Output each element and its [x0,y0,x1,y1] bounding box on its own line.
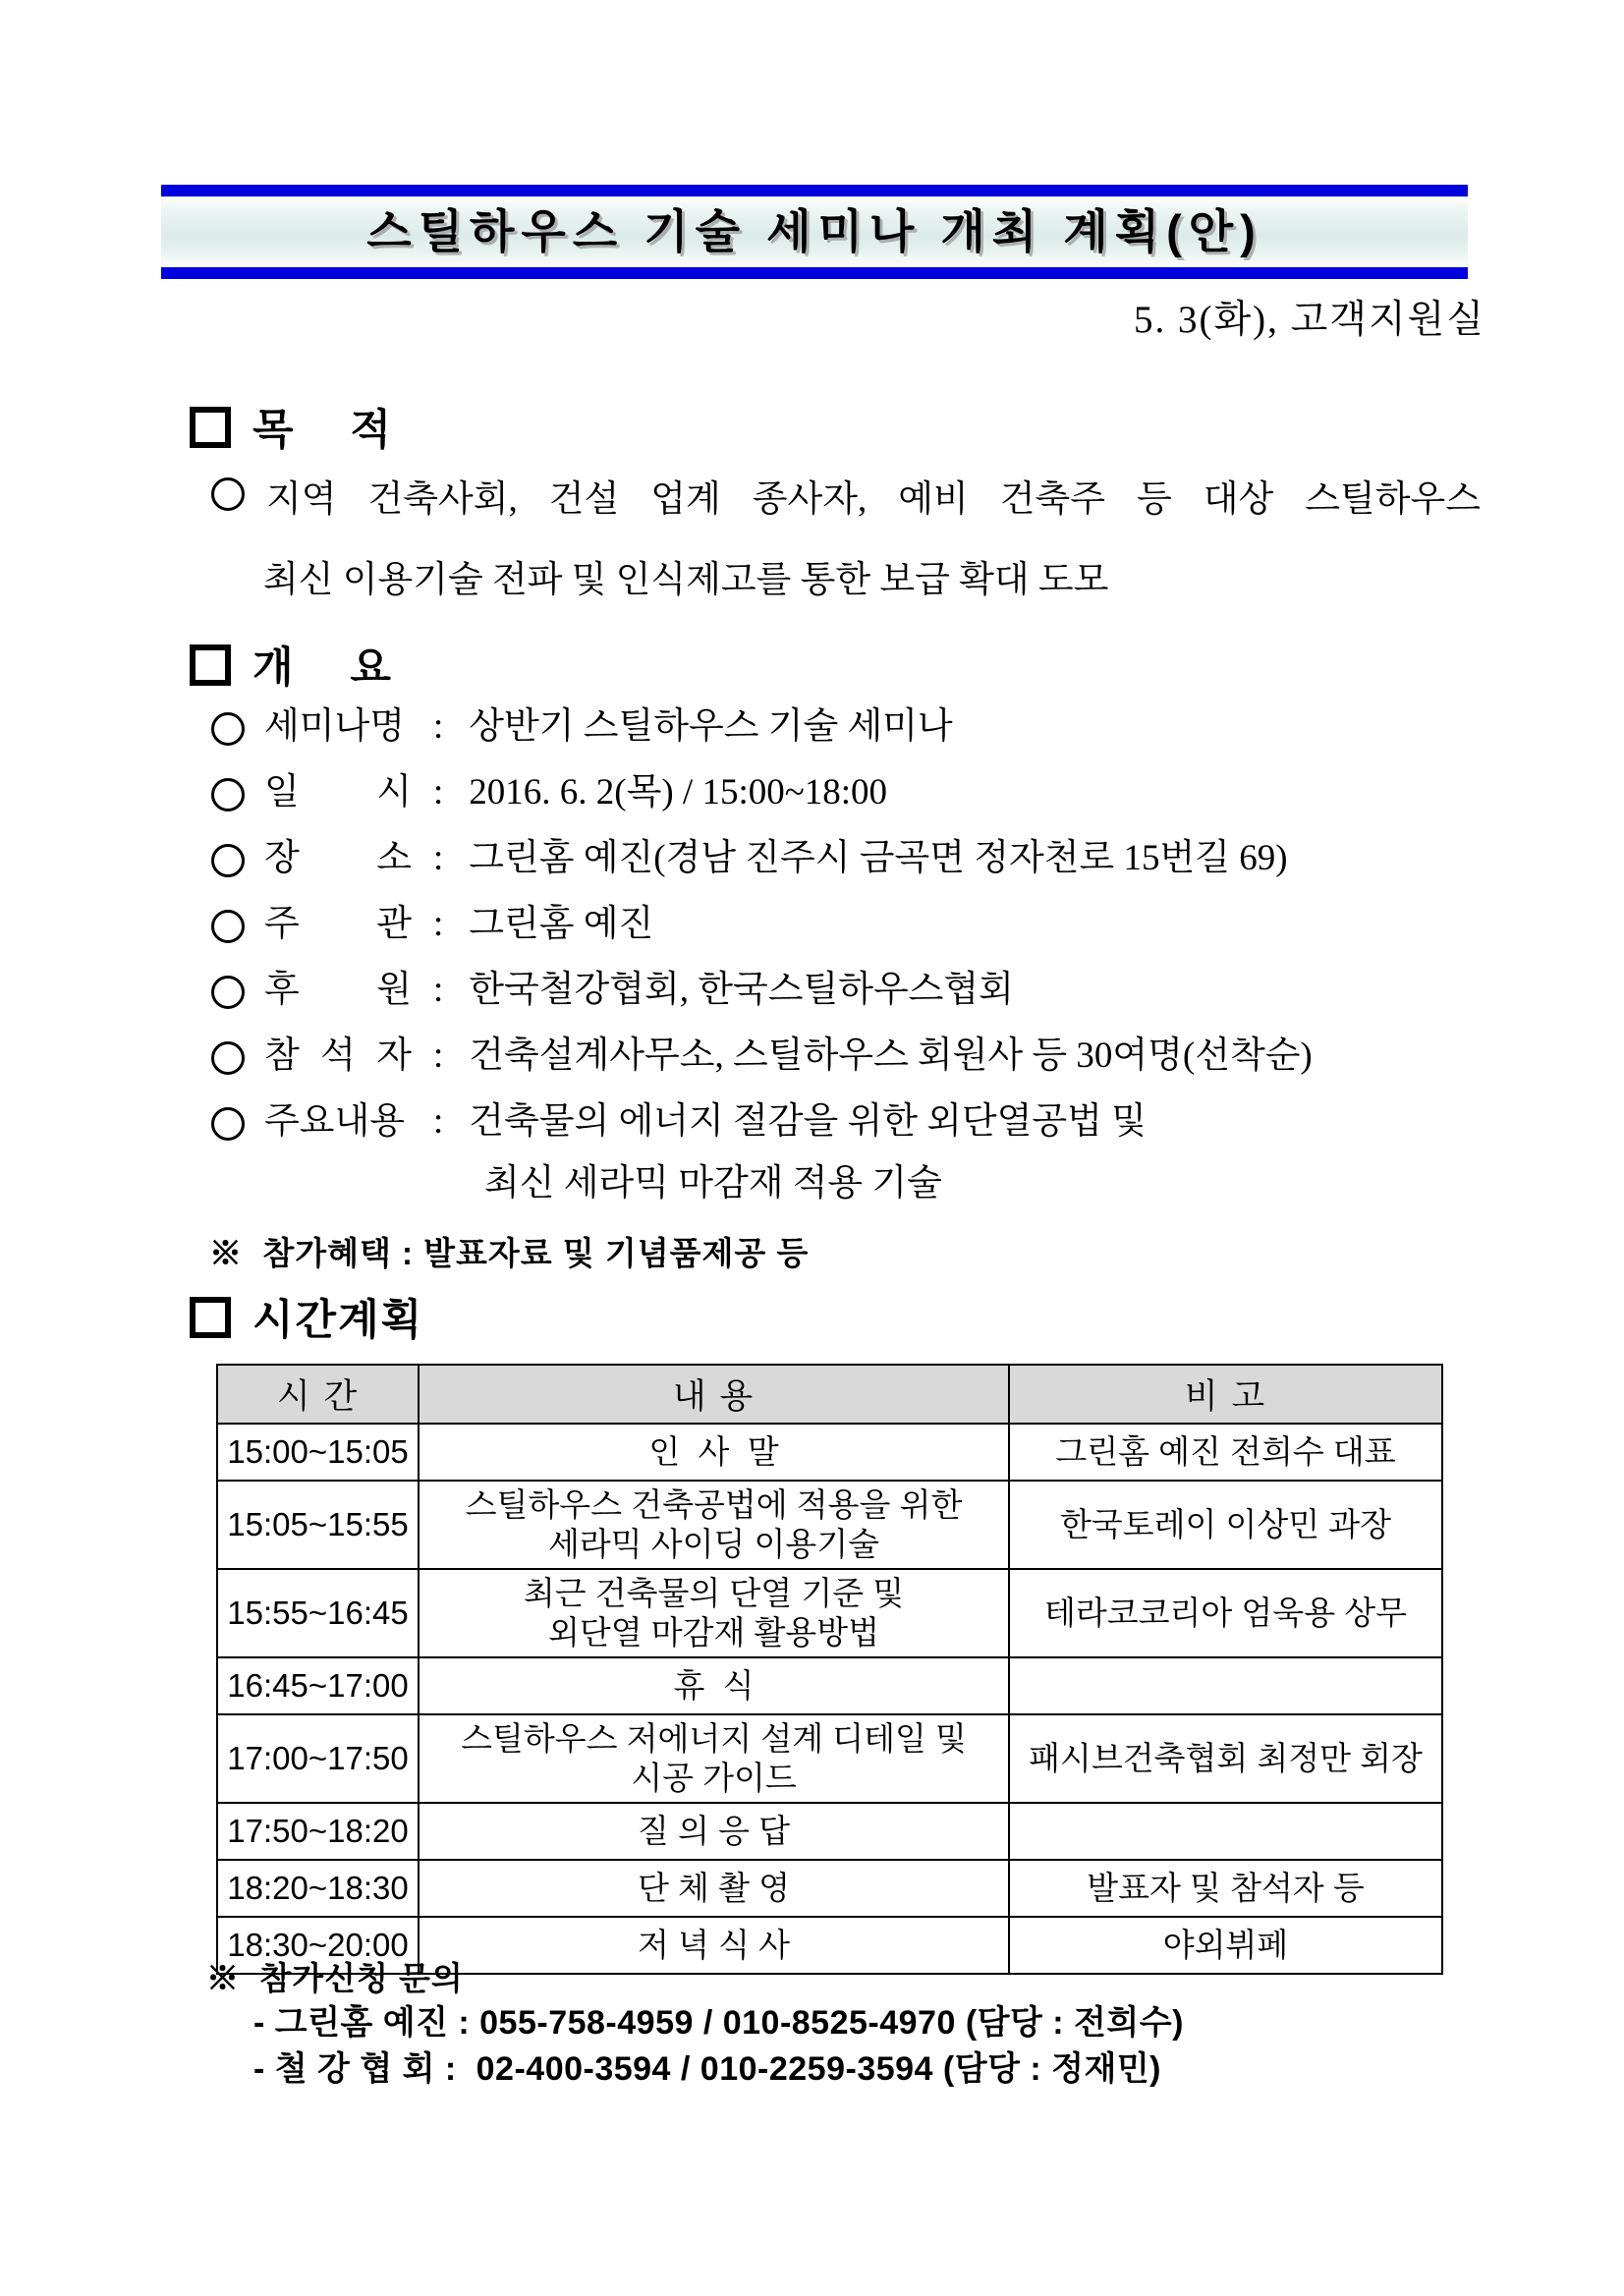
square-bullet-icon [190,407,231,448]
schedule-row [217,1657,1442,1714]
contact-line-greenhome: - 그린홈 예진 : 055-758-4959 / 010-8525-4970 (담당 : 전희수) [253,2004,1184,2042]
overview-item-label: 일 시 [264,772,412,812]
overview-item-seminar-name [211,703,1313,751]
label-colon: : [433,1036,444,1076]
schedule-content-line: 저 녁 식 사 [637,1927,791,1963]
label-colon: : [433,904,444,944]
schedule-content-line: 스틸하우스 건축공법에 적용을 위한 [465,1486,963,1523]
schedule-time-cell: 16:45~17:00 [217,1657,419,1714]
schedule-remark-cell: 패시브건축협회 최정만 회장 [1009,1714,1442,1803]
circle-bullet-icon [211,477,245,511]
document-title: 스틸하우스 기술 세미나 개최 계획(안) [366,205,1262,257]
overview-item-label: 세미나명 [264,706,405,747]
schedule-time-cell: 15:55~16:45 [217,1569,419,1657]
circle-bullet-icon [211,1041,245,1075]
schedule-row [217,1714,1442,1803]
schedule-content-line: 시공 가이드 [631,1760,797,1796]
label-colon: : [433,706,444,747]
overview-item-organizer [211,901,1313,948]
schedule-header-row [217,1365,1442,1424]
schedule-content-cell [419,1714,1009,1803]
section-heading-schedule [190,1287,423,1347]
overview-item-label: 주 관 [264,904,412,944]
schedule-remark-cell [1009,1657,1442,1714]
circle-bullet-icon [211,1107,245,1141]
schedule-content-cell [419,1424,1009,1481]
schedule-header-remark: 비 고 [1009,1365,1442,1424]
square-bullet-icon [190,644,231,686]
section-heading-purpose-label: 목 적 [252,407,393,454]
schedule-content-line: 단 체 촬 영 [637,1870,791,1906]
schedule-content-cell [419,1860,1009,1917]
schedule-remark-cell: 그린홈 예진 전희수 대표 [1009,1424,1442,1481]
schedule-content-line: 휴 식 [673,1667,755,1704]
schedule-remark-cell: 테라코코리아 엄욱용 상무 [1009,1569,1442,1657]
date-department-line: 5. 3(화), 고객지원실 [1133,299,1485,341]
overview-list [211,703,1313,1226]
schedule-header-time: 시 간 [217,1365,419,1424]
schedule-content-cell [419,1917,1009,1974]
schedule-header-content: 내 용 [419,1365,1009,1424]
schedule-content-line: 인 사 말 [648,1433,779,1470]
overview-item-value: 한국철강협회, 한국스틸하우스협회 [469,970,1014,1010]
overview-item-datetime [211,769,1313,816]
schedule-content-line: 최근 건축물의 단열 기준 및 [523,1575,905,1611]
overview-item-value: 건축물의 에너지 절감을 위한 외단열공법 및 [469,1101,1147,1142]
schedule-row [217,1860,1442,1917]
schedule-content-cell [419,1803,1009,1860]
overview-item-main-topics [211,1098,1313,1146]
schedule-remark-cell [1009,1803,1442,1860]
schedule-table [216,1364,1443,1975]
schedule-content-cell [419,1481,1009,1569]
schedule-content-line: 질 의 응 답 [637,1813,791,1849]
label-colon: : [433,970,444,1010]
contact-line-steel-association: - 철 강 협 회 : 02-400-3594 / 010-2259-3594 (담당 : 정재민) [253,2050,1161,2088]
overview-item-label: 장 소 [264,838,412,878]
contact-note: ※ 참가신청 문의 [206,1960,464,1996]
schedule-remark-cell: 한국토레이 이상민 과장 [1009,1481,1442,1569]
schedule-time-cell: 15:00~15:05 [217,1424,419,1481]
overview-item-label: 주요내용 [264,1101,405,1142]
section-heading-overview-label: 개 요 [252,644,393,692]
schedule-content-cell [419,1569,1009,1657]
purpose-text-line-1: 지역 건축사회, 건설 업계 종사자, 예비 건축주 등 대상 스틸하우스 [266,479,1481,520]
purpose-line-1 [211,469,1481,522]
section-heading-purpose [190,397,393,457]
schedule-time-cell: 17:00~17:50 [217,1714,419,1803]
label-colon: : [433,772,444,812]
schedule-content-line: 세라믹 사이딩 이용기술 [547,1526,880,1562]
overview-item-label: 후 원 [264,970,412,1010]
overview-item-attendees [211,1033,1313,1080]
overview-item-label: 참 석 자 [264,1036,412,1076]
schedule-content-line: 스틸하우스 저에너지 설계 디테일 및 [461,1720,967,1757]
schedule-remark-cell: 발표자 및 참석자 등 [1009,1860,1442,1917]
schedule-time-cell: 18:20~18:30 [217,1860,419,1917]
overview-item-value: 2016. 6. 2(목) / 15:00~18:00 [469,772,888,812]
overview-item-value: 상반기 스틸하우스 기술 세미나 [469,706,953,747]
schedule-content-cell [419,1657,1009,1714]
overview-item-value: 그린홈 예진(경남 진주시 금곡면 정자천로 15번길 69) [469,838,1288,878]
schedule-content-line: 외단열 마감재 활용방법 [547,1614,880,1651]
square-bullet-icon [190,1297,231,1338]
circle-bullet-icon [211,910,245,943]
section-heading-schedule-label: 시간계획 [252,1297,424,1344]
contact-lines [253,2000,1184,2093]
schedule-time-cell: 17:50~18:20 [217,1803,419,1860]
schedule-time-cell: 15:05~15:55 [217,1481,419,1569]
schedule-remark-cell: 야외뷔페 [1009,1917,1442,1974]
schedule-row [217,1481,1442,1569]
overview-item-value: 건축설계사무소, 스틸하우스 회원사 등 30여명(선착순) [469,1036,1313,1076]
section-heading-overview [190,635,393,695]
schedule-time-cell: 18:30~20:00 [217,1917,419,1974]
circle-bullet-icon [211,976,245,1009]
schedule-row [217,1424,1442,1481]
overview-item-value: 그린홈 예진 [469,904,654,944]
schedule-row [217,1569,1442,1657]
purpose-text-line-2: 최신 이용기술 전파 및 인식제고를 통한 보급 확대 도모 [263,560,1109,600]
overview-main-topics-continuation: 최신 세라믹 마감재 적용 기술 [484,1163,942,1204]
title-banner [161,185,1468,279]
circle-bullet-icon [211,778,245,812]
label-colon: : [433,838,444,878]
schedule-row [217,1803,1442,1860]
purpose-body [211,469,1481,602]
benefit-note: ※ 참가혜택 : 발표자료 및 기념품제공 등 [209,1235,810,1271]
overview-item-place [211,835,1313,882]
label-colon: : [433,1101,444,1142]
overview-item-sponsor [211,967,1313,1014]
circle-bullet-icon [211,712,245,746]
circle-bullet-icon [211,844,245,877]
